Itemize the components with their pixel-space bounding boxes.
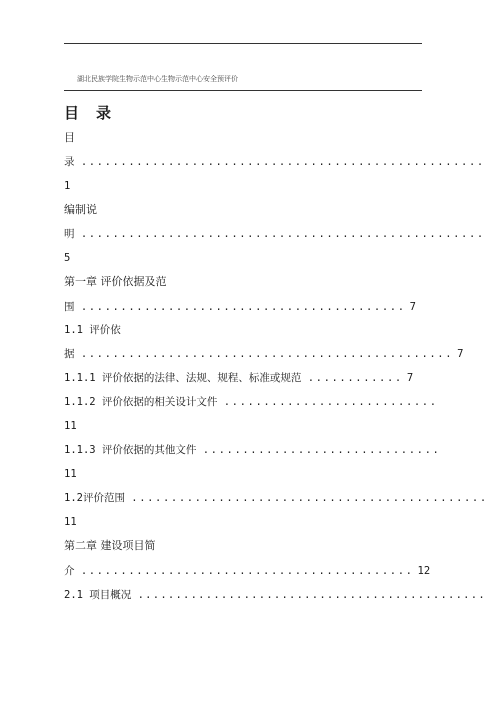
toc-entry-text: 第一章 评价依据及范 (64, 275, 167, 288)
toc-title: 目录 (64, 104, 129, 122)
header-rule (64, 90, 422, 91)
toc-line[interactable] (64, 347, 463, 361)
toc-line[interactable] (64, 227, 485, 241)
toc-leader-dots: .............................................. (137, 589, 486, 601)
top-rule (64, 43, 422, 44)
toc-line[interactable] (64, 203, 97, 217)
toc-entry-text: 1.1.3 评价依据的其他文件 (64, 444, 203, 456)
toc-line[interactable] (64, 395, 438, 409)
toc-entry-text: 1.1.2 评价依据的相关设计文件 (64, 396, 224, 408)
toc-line[interactable] (64, 419, 77, 433)
toc-line[interactable] (64, 467, 77, 481)
toc-entry-text: 围 (64, 301, 81, 313)
toc-entry-text: 5 (64, 252, 71, 264)
toc-entry-text: 录 (64, 156, 81, 168)
toc-leader-dots: ............................................. (131, 492, 488, 504)
toc-line[interactable] (64, 443, 440, 457)
toc-line[interactable] (64, 131, 75, 145)
toc-entry-text: 目 (64, 131, 75, 144)
toc-line[interactable] (64, 371, 413, 385)
toc-leader-dots: ............ (307, 372, 403, 384)
toc-page-number: 7 (457, 348, 464, 360)
toc-line[interactable] (64, 515, 77, 529)
toc-entry-text: 第二章 建设项目简 (64, 539, 156, 552)
toc-entry-text: 1.1.1 评价依据的法律、法规、规程、标准或规范 (64, 372, 308, 384)
toc-line[interactable] (64, 275, 167, 289)
toc-leader-dots: .......................................... (80, 565, 414, 577)
toc-line[interactable] (64, 539, 156, 553)
toc-entry-text: 11 (64, 420, 77, 432)
toc-line[interactable] (64, 491, 488, 505)
toc-line[interactable] (64, 155, 485, 169)
running-header: 湖北民族学院生物示范中心生物示范中心安全预评价 (77, 75, 238, 83)
toc-entry-text: 2.1 项目概况 (64, 589, 138, 601)
toc-page-number: 12 (417, 565, 431, 577)
toc-line[interactable] (64, 179, 70, 193)
toc-entry-text: 1 (64, 180, 71, 192)
toc-leader-dots: .............................. (202, 444, 441, 456)
toc-entry-text: 11 (64, 468, 77, 480)
toc-leader-dots: ........................... (223, 396, 438, 408)
toc-line[interactable] (64, 588, 486, 602)
toc-entry-text: 据 (64, 348, 81, 360)
toc-leader-dots: ................................................... (80, 228, 485, 240)
toc-entry-text: 1.1 评价依 (64, 324, 121, 336)
toc-leader-dots: ......................................... (80, 301, 406, 313)
toc-entry-text: 介 (64, 565, 81, 577)
toc-line[interactable] (64, 323, 121, 337)
toc-line[interactable] (64, 251, 70, 265)
toc-entry-text: 11 (64, 516, 77, 528)
toc-page-number: 7 (406, 372, 414, 384)
toc-leader-dots: ............................................... (80, 348, 454, 360)
toc-entry-text: 编制说 (64, 203, 97, 216)
toc-entry-text: 1.2评价范围 (64, 492, 132, 504)
toc-line[interactable] (64, 300, 416, 314)
toc-entry-text: 明 (64, 228, 81, 240)
toc-leader-dots: ................................................... (80, 156, 485, 168)
toc-page-number: 7 (409, 301, 416, 313)
toc-line[interactable] (64, 564, 430, 578)
